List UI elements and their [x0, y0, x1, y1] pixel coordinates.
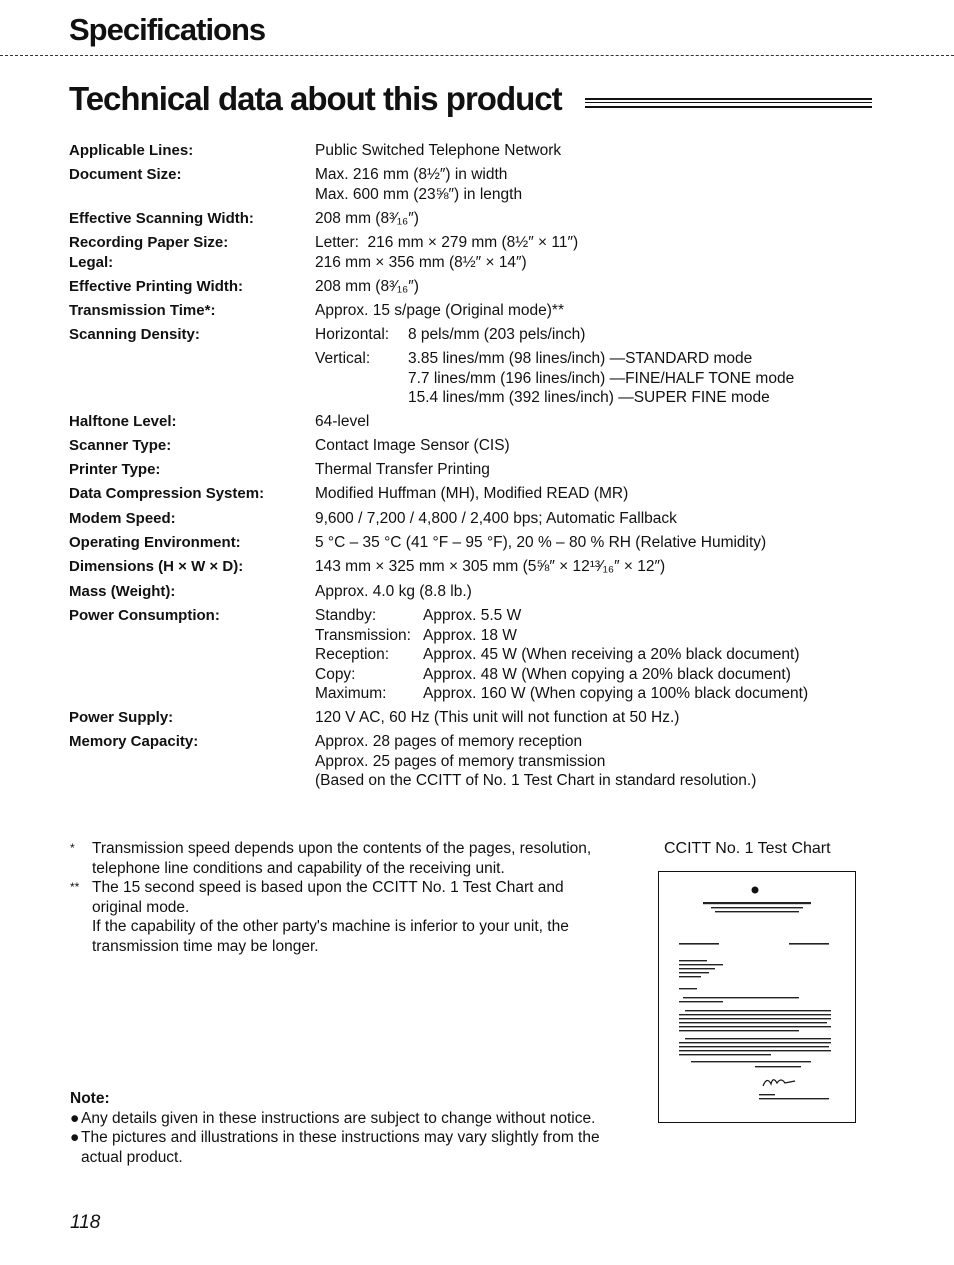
footnote-mark: **: [70, 880, 80, 894]
spec-value-line: 208 mm (8³⁄₁₆″): [315, 278, 419, 295]
bullet-icon: ●: [70, 1109, 80, 1127]
test-chart-thumbnail: [658, 871, 856, 1123]
spec-label: Legal:: [69, 254, 114, 271]
spec-value-line: 143 mm × 325 mm × 305 mm (5⅝″ × 12¹³⁄₁₆″ × 12″): [315, 558, 666, 575]
spec-value: [315, 209, 419, 229]
spec-subrow-values: [408, 325, 585, 345]
spec-subrow: [315, 684, 808, 704]
spec-value-line: Contact Image Sensor (CIS): [315, 437, 510, 454]
spec-value-line: Approx. 160 W (When copying a 100% black document): [423, 685, 809, 702]
page-number: 118: [70, 1212, 101, 1233]
spec-value: [315, 533, 766, 553]
spec-subrow: [315, 349, 794, 408]
footnote-double: [70, 878, 610, 917]
spec-label: Effective Scanning Width:: [69, 210, 254, 227]
spec-value: [315, 436, 510, 456]
spec-label: Scanning Density:: [69, 326, 200, 343]
bullet-icon: ●: [70, 1129, 80, 1146]
spec-label: Halftone Level:: [69, 413, 177, 430]
spec-value-line: Approx. 5.5 W: [423, 607, 522, 624]
spec-label: Transmission Time*:: [69, 302, 216, 319]
spec-value: [315, 606, 808, 704]
spec-value-line: 5 °C – 35 °C (41 °F – 95 °F), 20 % – 80 % RH (Relative Humidity): [315, 534, 767, 551]
spec-value-line: 216 mm × 356 mm (8½″ × 14″): [315, 254, 527, 271]
note-item: [70, 1128, 610, 1167]
spec-subrow-key: Vertical:: [315, 350, 371, 367]
spec-label: Effective Printing Width:: [69, 278, 244, 295]
spec-value: [315, 557, 665, 577]
spec-value: [315, 509, 677, 529]
spec-label: Operating Environment:: [69, 534, 241, 551]
spec-value-line: Approx. 15 s/page (Original mode)**: [315, 302, 564, 319]
spec-subrow-values: [423, 626, 517, 646]
spec-value: [315, 165, 522, 204]
spec-label: Power Consumption:: [69, 607, 220, 624]
footnote-text: The 15 second speed is based upon the CCITT No. 1 Test Chart and original mode.: [92, 879, 564, 916]
spec-label: Scanner Type:: [69, 437, 172, 454]
spec-value-line: Max. 216 mm (8½″) in width: [315, 166, 508, 183]
spec-label: Dimensions (H × W × D):: [69, 558, 244, 575]
spec-label: Power Supply:: [69, 709, 174, 726]
spec-value-line: 208 mm (8³⁄₁₆″): [315, 210, 419, 227]
spec-subrow-key: Copy:: [315, 665, 356, 683]
footnote-mark: *: [70, 841, 75, 855]
spec-label: Recording Paper Size:: [69, 234, 229, 251]
spec-value: [315, 301, 564, 321]
spec-subrow: [315, 645, 808, 665]
spec-value-line: 3.85 lines/mm (98 lines/inch) —STANDARD mode: [408, 350, 753, 367]
spec-value: [315, 582, 472, 602]
spec-value-line: Approx. 25 pages of memory transmission: [315, 752, 606, 770]
spec-value-line: 120 V AC, 60 Hz (This unit will not function at 50 Hz.): [315, 709, 680, 726]
spec-subrow-key: Standby:: [315, 607, 377, 624]
spec-subrow-values: [408, 349, 794, 408]
spec-value-line: (Based on the CCITT of No. 1 Test Chart in standard resolution.): [315, 772, 757, 789]
spec-value-line: Letter: 216 mm × 279 mm (8½″ × 11″): [315, 234, 579, 251]
spec-subrow-key: Transmission:: [315, 626, 411, 644]
spec-value-line: Approx. 28 pages of memory reception: [315, 733, 583, 750]
spec-value: [315, 460, 490, 480]
section-divider: [0, 55, 954, 56]
spec-value-line: Public Switched Telephone Network: [315, 142, 562, 159]
spec-value: [315, 277, 419, 297]
section-title: Specifications: [69, 12, 266, 47]
spec-subrow: [315, 606, 808, 626]
test-chart-letter-image: [659, 872, 854, 1121]
spec-subrow-key: Horizontal:: [315, 326, 390, 343]
spec-label: Document Size:: [69, 166, 182, 183]
note-item: [70, 1109, 610, 1129]
spec-value-line: 7.7 lines/mm (196 lines/inch) —FINE/HALF TONE mode: [408, 369, 795, 387]
spec-value-line: Max. 600 mm (23⅝″) in length: [315, 185, 523, 203]
footnotes: [70, 839, 610, 956]
spec-value-line: Modified Huffman (MH), Modified READ (MR): [315, 485, 629, 502]
spec-value: [315, 484, 628, 504]
spec-value-line: Approx. 45 W (When receiving a 20% black document): [423, 646, 800, 663]
note-heading: Note:: [70, 1090, 110, 1107]
spec-subrow-values: [423, 665, 791, 685]
spec-subrow: [315, 325, 794, 345]
spec-value-line: 9,600 / 7,200 / 4,800 / 2,400 bps; Automatic Fallback: [315, 510, 677, 527]
title-rule: [585, 98, 872, 108]
spec-value-line: Thermal Transfer Printing: [315, 461, 490, 478]
page-title: Technical data about this product: [69, 80, 562, 117]
spec-label: Data Compression System:: [69, 485, 265, 502]
note-text: Any details given in these instructions are subject to change without notice.: [81, 1109, 596, 1127]
spec-subrow-values: [423, 645, 799, 665]
note-section: [70, 1089, 610, 1167]
spec-value: [315, 253, 527, 273]
spec-subrow-key: Reception:: [315, 646, 390, 663]
spec-subrow-values: [423, 606, 521, 626]
spec-label: Memory Capacity:: [69, 733, 199, 750]
spec-value: [315, 233, 578, 253]
spec-subrow-key: Maximum:: [315, 685, 387, 702]
test-chart-caption: CCITT No. 1 Test Chart: [664, 840, 831, 857]
spec-value-line: Approx. 4.0 kg (8.8 lb.): [315, 583, 472, 600]
spec-subrow-values: [423, 684, 808, 704]
spec-value: [315, 325, 794, 408]
spec-value-line: Approx. 18 W: [423, 626, 517, 644]
spec-value: [315, 141, 561, 161]
spec-label: Mass (Weight):: [69, 583, 176, 600]
spec-value-line: 8 pels/mm (203 pels/inch): [408, 326, 586, 343]
spec-value-line: Approx. 48 W (When copying a 20% black document): [423, 665, 791, 683]
spec-value: [315, 708, 679, 728]
note-text: The pictures and illustrations in these instructions may vary slightly from the actual product.: [81, 1129, 600, 1166]
footnote-text: Transmission speed depends upon the contents of the pages, resolution, telephone line conditions and capability of the receiving unit.: [92, 840, 592, 877]
spec-label: Modem Speed:: [69, 510, 176, 527]
footnote-continuation: If the capability of the other party's machine is inferior to your unit, the transmission time may be longer.: [92, 918, 569, 955]
spec-label: Printer Type:: [69, 461, 161, 478]
spec-subrow: [315, 626, 808, 646]
spec-value: [315, 412, 369, 432]
spec-value-line: 15.4 lines/mm (392 lines/inch) —SUPER FINE mode: [408, 389, 770, 406]
spec-value: [315, 732, 756, 791]
spec-subrow: [315, 665, 808, 685]
spec-value-line: 64-level: [315, 413, 370, 430]
footnote-single: [70, 839, 610, 878]
spec-label: Applicable Lines:: [69, 142, 194, 159]
